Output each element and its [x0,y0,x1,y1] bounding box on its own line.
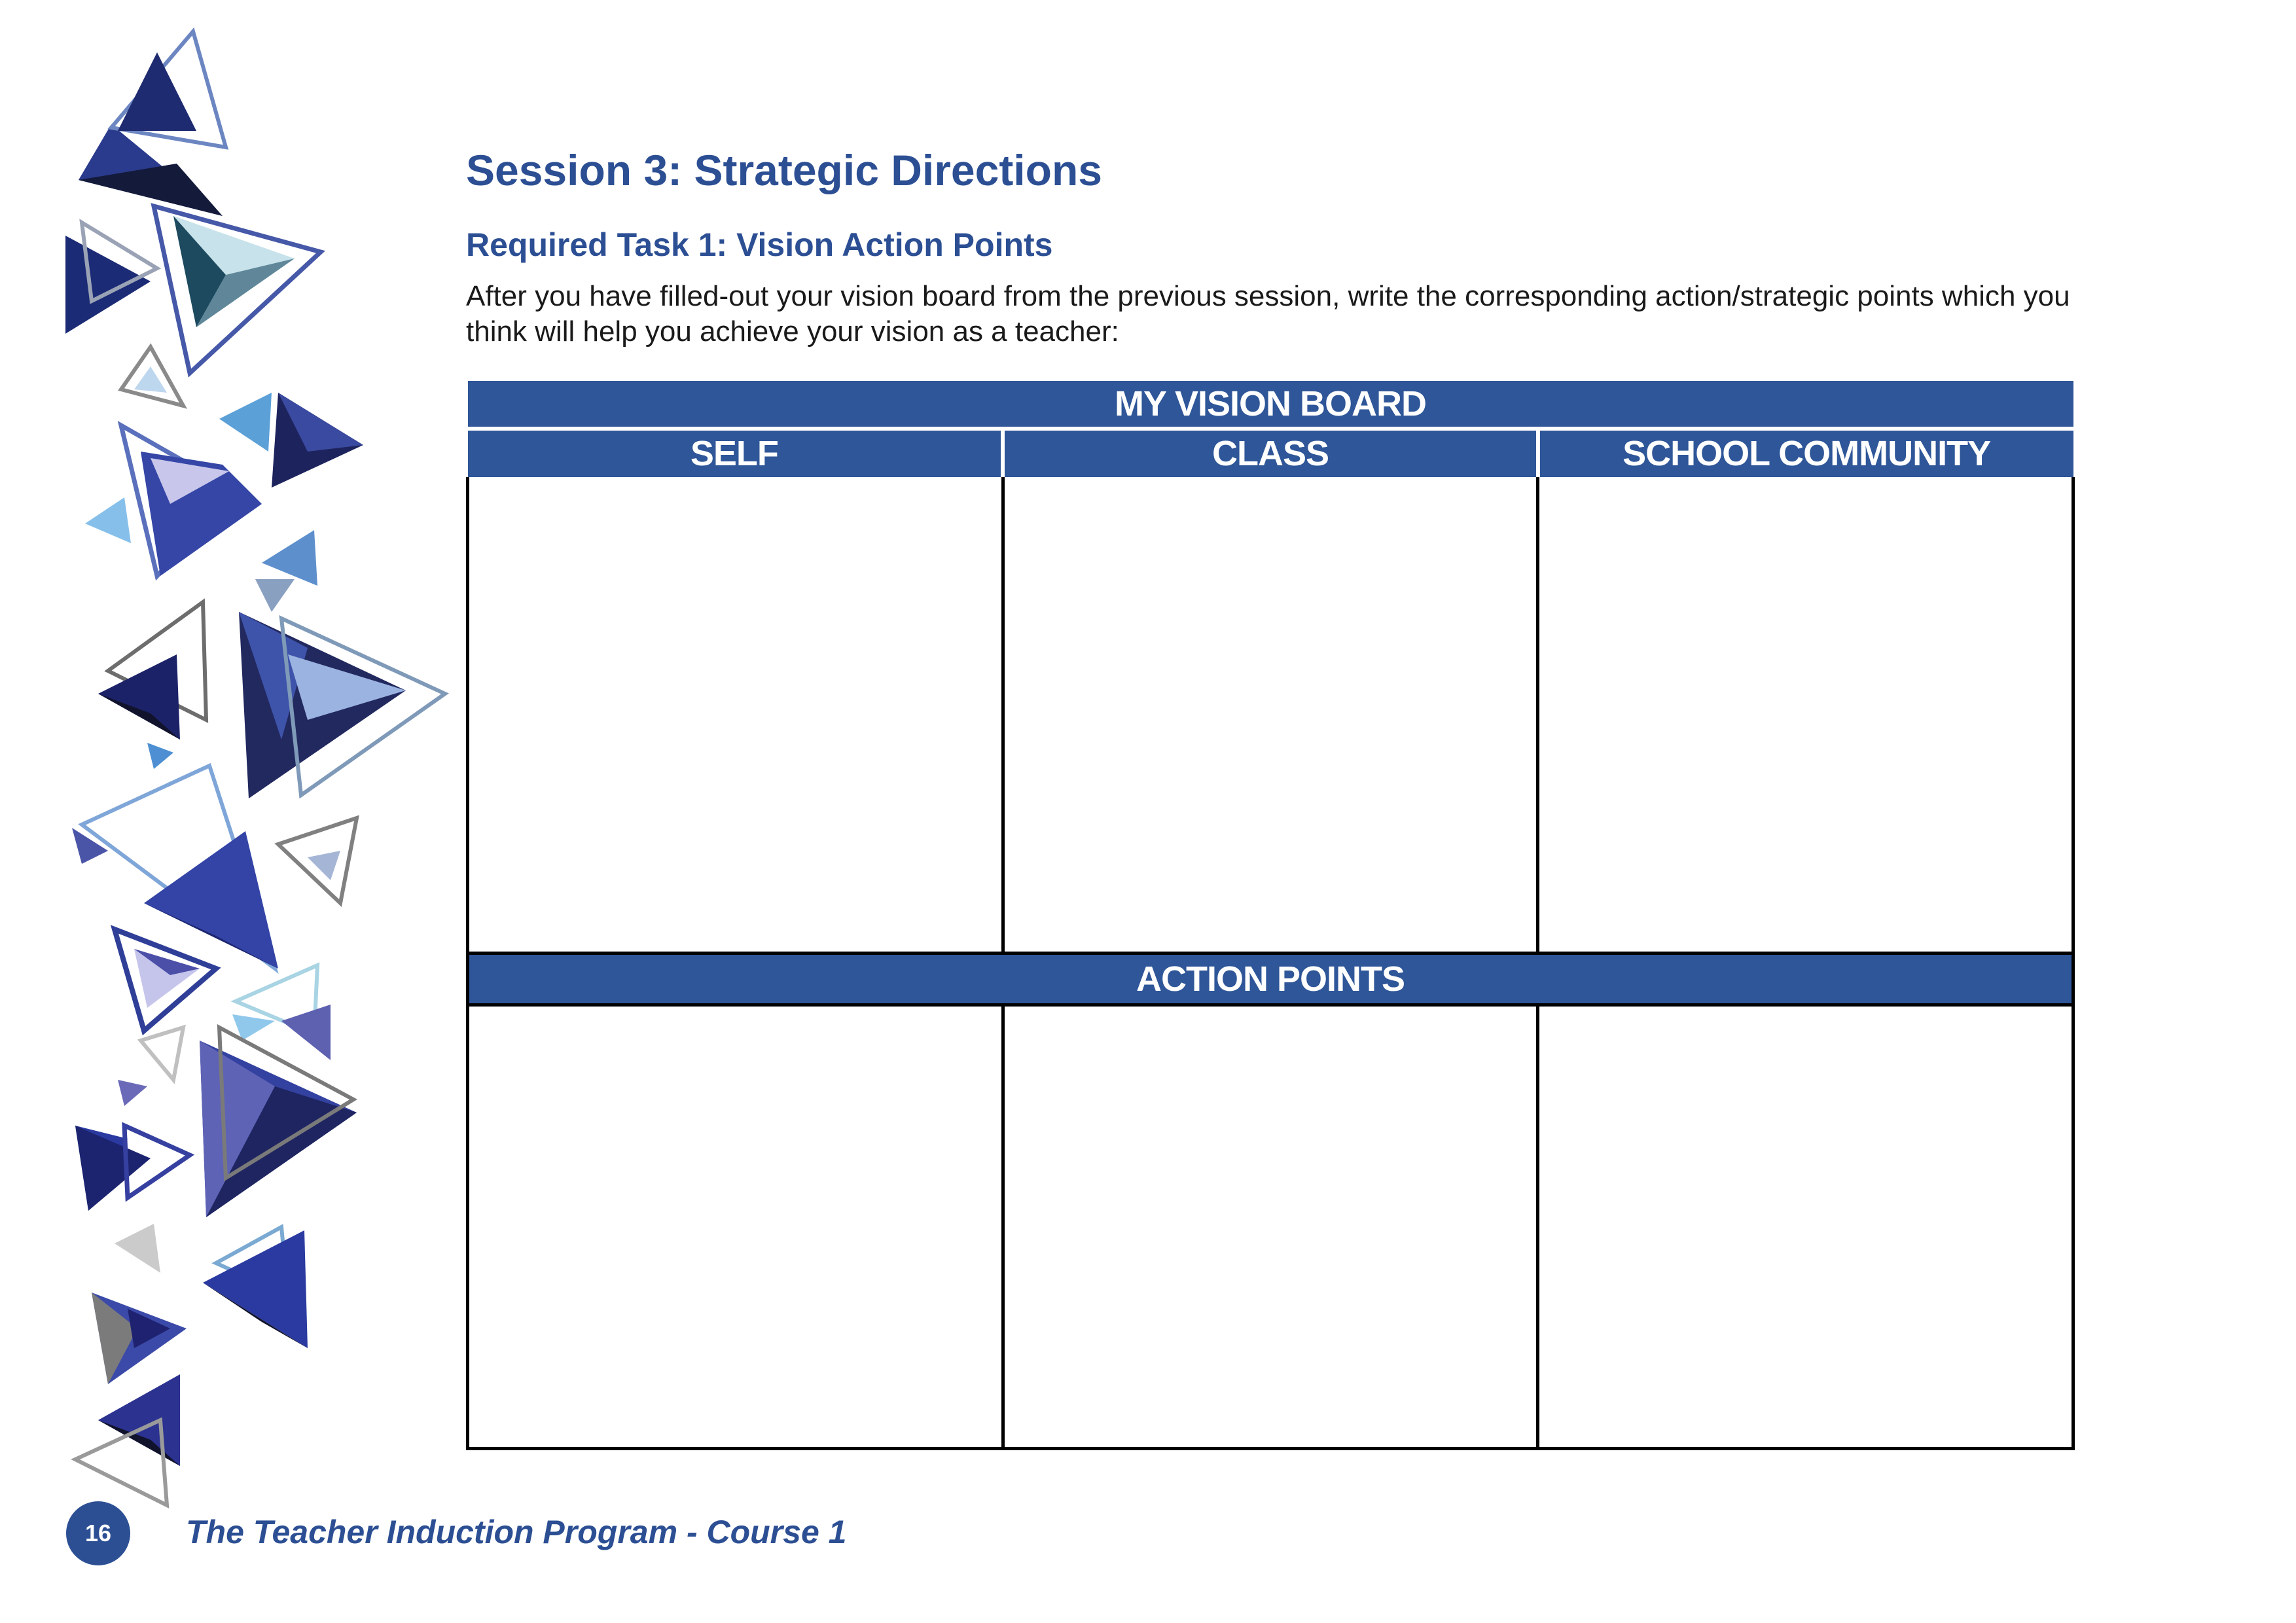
column-header-self: SELF [468,429,1003,476]
vision-cell-class[interactable] [1003,477,1538,954]
action-points-banner-row [468,953,2073,1005]
column-header-row [468,429,2073,476]
vision-cell-school-community[interactable] [1538,477,2073,954]
vision-board-table [466,381,2075,1450]
vision-board-banner-row [468,381,2073,429]
action-points-title: ACTION POINTS [468,953,2073,1005]
instructions-text: After you have filled-out your vision board from the previous session, write the corresponding action/strategic points which you think will help you achieve your vision as a teacher: [466,280,2070,348]
task-title: Required Task 1: Vision Action Points [466,226,1053,263]
column-header-school-community: SCHOOL COMMUNITY [1538,429,2073,476]
vision-board-title: MY VISION BOARD [468,381,2073,429]
column-header-class: CLASS [1003,429,1538,476]
action-cell-class[interactable] [1003,1005,1538,1449]
page-title: Session 3: Strategic Directions [466,146,1102,194]
action-cell-school-community[interactable] [1538,1005,2073,1449]
page-number-badge: 16 [66,1501,130,1565]
triangle-decoration [0,0,471,1623]
footer-program-title: The Teacher Induction Program - Course 1 [186,1514,847,1550]
vision-cell-self[interactable] [468,477,1003,954]
vision-row [468,477,2073,954]
action-row [468,1005,2073,1449]
action-cell-self[interactable] [468,1005,1003,1449]
